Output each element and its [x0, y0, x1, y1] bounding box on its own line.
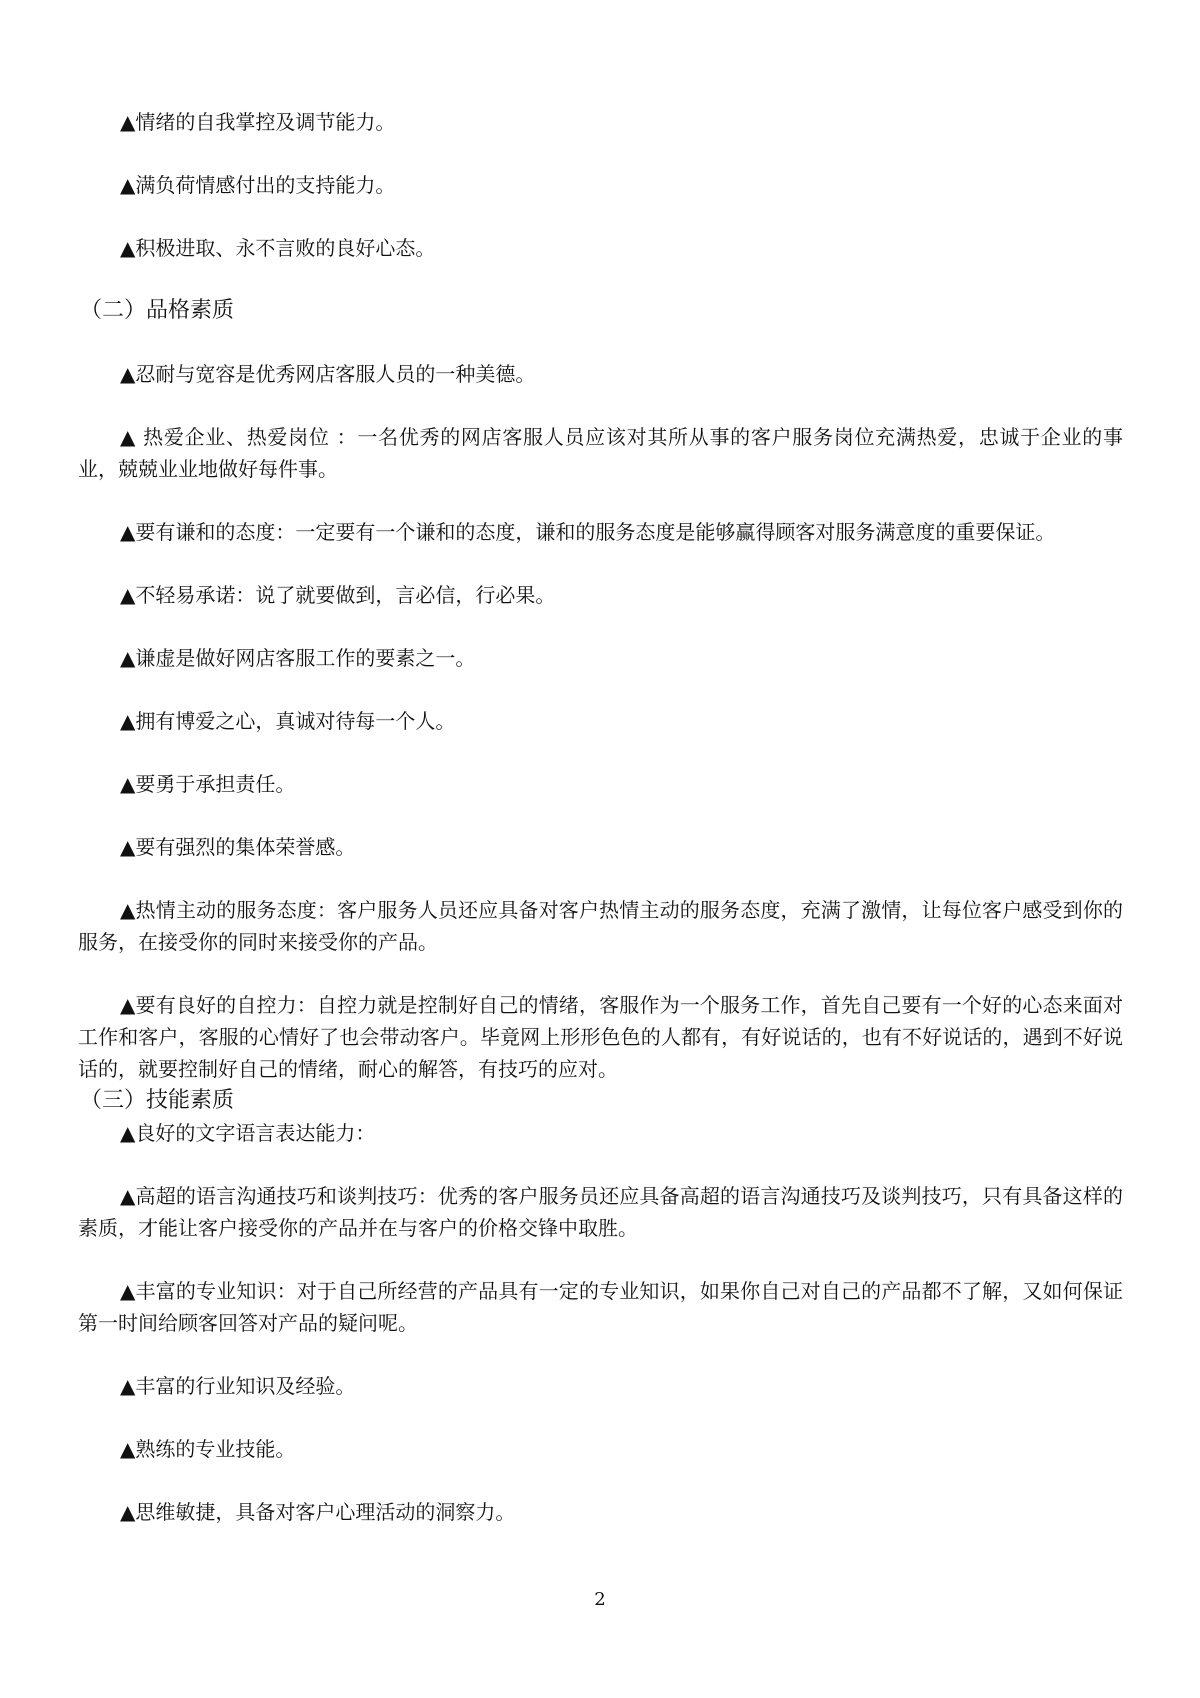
paragraph-no-easy-promise: ▲不轻易承诺：说了就要做到，言必信，行必果。 — [120, 583, 556, 607]
paragraph-writing-skill: ▲良好的文字语言表达能力： — [120, 1121, 376, 1145]
paragraph-negotiation-skill: ▲高超的语言沟通技巧和谈判技巧：优秀的客户服务员还应具备高超的语言沟通技巧及谈判技巧，只有具备这样的素质，才能让客户接受你的产品并在与客户的价格交锋中取胜。 — [78, 1184, 1123, 1240]
paragraph-team-honor: ▲要有强烈的集体荣誉感。 — [120, 835, 356, 859]
section-heading-skills: （三）技能素质 — [80, 1088, 235, 1113]
paragraph-self-control: ▲要有良好的自控力：自控力就是控制好自己的情绪，客服作为一个服务工作，首先自己要有一个好的心态来面对工作和客户，客服的心情好了也会带动客户。毕竟网上形形色色的人都有，有好说话的，也有不好说话的，遇到不好说话的，就要控制好自己的情绪，耐心的解答，有技巧的应对。 — [78, 993, 1123, 1081]
paragraph-emotional-support: ▲满负荷情感付出的支持能力。 — [120, 173, 396, 197]
paragraph-industry-knowledge: ▲丰富的行业知识及经验。 — [120, 1374, 356, 1398]
paragraph-responsibility: ▲要勇于承担责任。 — [120, 772, 296, 796]
section-heading-character: （二）品格素质 — [80, 298, 235, 323]
paragraph-product-knowledge: ▲丰富的专业知识：对于自己所经营的产品具有一定的专业知识，如果你自己对自己的产品都不了解，又如何保证第一时间给顾客回答对产品的疑问呢。 — [78, 1279, 1123, 1335]
page-number: 2 — [594, 1589, 606, 1610]
paragraph-emotion-control: ▲情绪的自我掌控及调节能力。 — [120, 110, 396, 134]
paragraph-modest-attitude: ▲要有谦和的态度：一定要有一个谦和的态度，谦和的服务态度是能够赢得顾客对服务满意度的重要保证。 — [120, 520, 1056, 544]
paragraph-kindness: ▲拥有博爱之心，真诚对待每一个人。 — [120, 709, 456, 733]
paragraph-patience: ▲忍耐与宽容是优秀网店客服人员的一种美德。 — [120, 362, 536, 386]
paragraph-humility: ▲谦虚是做好网店客服工作的要素之一。 — [120, 646, 476, 670]
paragraph-quick-thinking: ▲思维敏捷，具备对客户心理活动的洞察力。 — [120, 1500, 516, 1524]
paragraph-love-job: ▲ 热爱企业、热爱岗位 ：一名优秀的网店客服人员应该对其所从事的客户服务岗位充满热爱，忠诚于企业的事业，兢兢业业地做好每件事。 — [78, 425, 1123, 481]
paragraph-warm-service: ▲热情主动的服务态度：客户服务人员还应具备对客户热情主动的服务态度，充满了激情，让每位客户感受到你的服务，在接受你的同时来接受你的产品。 — [78, 898, 1123, 954]
paragraph-professional-skill: ▲熟练的专业技能。 — [120, 1437, 296, 1461]
paragraph-positive-attitude: ▲积极进取、永不言败的良好心态。 — [120, 236, 436, 260]
